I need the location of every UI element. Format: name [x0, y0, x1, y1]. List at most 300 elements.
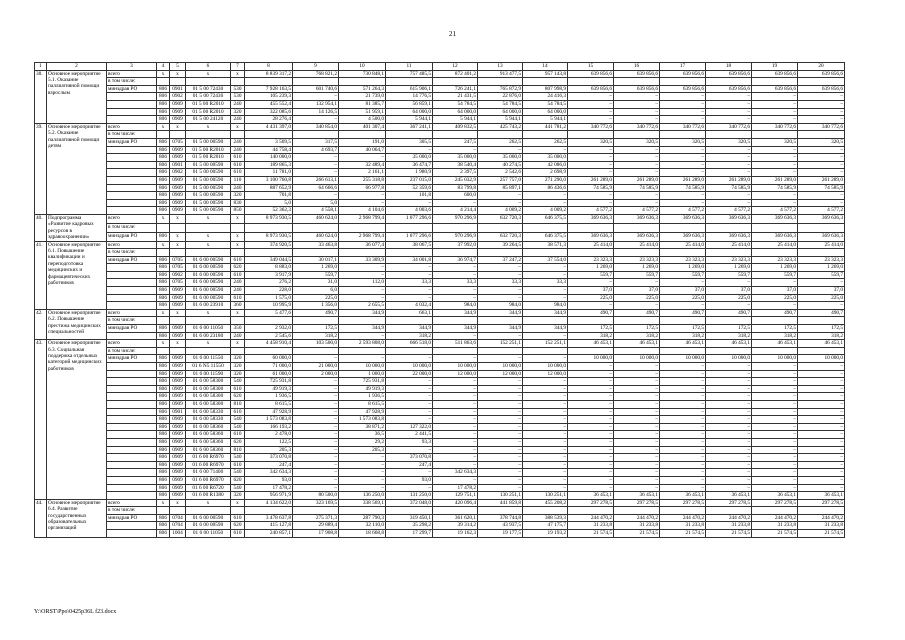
amount-cell: 261 289,0	[798, 176, 845, 184]
amount-cell	[660, 317, 706, 325]
amount-cell: –	[798, 302, 845, 310]
amount-cell: 4 009,2	[523, 207, 568, 215]
table-row	[35, 214, 845, 223]
amount-cell: 10 000,0	[478, 363, 523, 371]
amount-cell: 639 856,6	[568, 85, 614, 93]
target-article-cell: 01 6 00 58360	[186, 438, 231, 446]
amount-cell: –	[568, 461, 614, 469]
target-article-cell: 01 5 00 R2010	[186, 146, 231, 154]
target-article-cell: 01 6 00 11050	[186, 325, 231, 333]
amount-cell	[660, 131, 706, 139]
target-article-cell: 01 6 00 00590	[186, 514, 231, 522]
amount-cell: 4 500,0	[339, 116, 386, 124]
amount-cell: 54 784,5	[478, 100, 523, 108]
amount-cell: 455 552,4	[245, 100, 293, 108]
amount-cell: 4 693,7	[293, 146, 339, 154]
grbs-code-cell: 806	[157, 385, 170, 393]
amount-cell: 4 577,2	[660, 207, 706, 215]
target-article-cell: 01 5 00 72430	[186, 93, 231, 101]
amount-cell: –	[293, 385, 339, 393]
amount-cell	[339, 347, 386, 355]
executor-cell	[107, 423, 157, 431]
grbs-code-cell: 806	[157, 207, 170, 215]
amount-cell	[386, 317, 433, 325]
amount-cell: –	[568, 279, 614, 287]
amount-cell	[798, 347, 845, 355]
column-number: 17	[660, 63, 706, 71]
amount-cell: 166 193,2	[245, 423, 293, 431]
amount-cell	[660, 347, 706, 355]
amount-cell: 205,3	[339, 446, 386, 454]
executor-cell: всего	[107, 70, 157, 78]
grbs-code-cell: 806	[157, 522, 170, 530]
amount-cell: 511 863,6	[433, 340, 478, 348]
section-code-cell	[170, 347, 186, 355]
amount-cell: 887 652,9	[245, 184, 293, 192]
table-row	[35, 309, 845, 317]
executor-cell: всего	[107, 241, 157, 249]
amount-cell: 47 928,9	[339, 408, 386, 416]
amount-cell: –	[798, 370, 845, 378]
amount-cell: 441 859,8	[478, 499, 523, 507]
amount-cell: 225,0	[752, 294, 798, 302]
amount-cell: 559,7	[614, 271, 660, 279]
amount-cell: 639 856,6	[798, 85, 845, 93]
amount-cell: –	[614, 154, 660, 162]
amount-cell: 490,7	[293, 309, 339, 317]
amount-cell: 730 848,1	[339, 70, 386, 78]
amount-cell: 130 251,1	[478, 492, 523, 500]
amount-cell: –	[752, 279, 798, 287]
expense-type-cell	[231, 223, 245, 232]
amount-cell: –	[478, 332, 523, 340]
expense-type-cell: 240	[231, 279, 245, 287]
amount-cell	[523, 317, 568, 325]
table-row	[35, 431, 845, 439]
amount-cell: –	[798, 169, 845, 177]
table-row	[35, 70, 845, 78]
amount-cell: 323 169,5	[293, 499, 339, 507]
amount-cell: –	[660, 93, 706, 101]
amount-cell: –	[614, 199, 660, 207]
amount-cell: 21 574,5	[614, 530, 660, 538]
amount-cell: –	[614, 370, 660, 378]
amount-cell: 639 856,6	[614, 85, 660, 93]
amount-cell	[614, 347, 660, 355]
executor-cell	[107, 108, 157, 116]
amount-cell: –	[293, 93, 339, 101]
amount-cell: –	[568, 454, 614, 462]
target-article-cell: 01 5 00 00590	[186, 138, 231, 146]
amount-cell: 4 032,4	[386, 302, 433, 310]
expense-type-cell: 610	[231, 530, 245, 538]
amount-cell: 872 401,2	[433, 70, 478, 78]
amount-cell: 32 489,4	[339, 161, 386, 169]
expense-type-cell: 620	[231, 393, 245, 401]
amount-cell: 54 784,5	[523, 100, 568, 108]
amount-cell: –	[568, 400, 614, 408]
amount-cell: 14 776,5	[386, 93, 433, 101]
amount-cell: 2 655,5	[339, 302, 386, 310]
executor-cell	[107, 461, 157, 469]
amount-cell: –	[523, 431, 568, 439]
amount-cell: –	[386, 271, 433, 279]
amount-cell: 344,9	[339, 309, 386, 317]
section-code-cell	[170, 223, 186, 232]
expense-type-cell: x	[231, 214, 245, 223]
amount-cell: –	[293, 378, 339, 386]
column-number: 7	[231, 63, 245, 71]
amount-cell: –	[523, 446, 568, 454]
amount-cell: 369 636,3	[752, 232, 798, 241]
amount-cell: –	[339, 332, 386, 340]
amount-cell	[523, 249, 568, 257]
amount-cell	[798, 78, 845, 86]
amount-cell: 17 908,8	[293, 530, 339, 538]
amount-cell: –	[798, 476, 845, 484]
amount-cell: –	[386, 446, 433, 454]
section-code-cell	[170, 507, 186, 515]
column-number: 1	[35, 63, 47, 71]
amount-cell: –	[752, 363, 798, 371]
amount-cell	[706, 317, 752, 325]
amount-cell	[568, 78, 614, 86]
table-row	[35, 169, 845, 177]
amount-cell: 559,7	[798, 271, 845, 279]
amount-cell: 318,2	[386, 332, 433, 340]
amount-cell: 340 772,6	[568, 123, 614, 131]
amount-cell: –	[386, 287, 433, 295]
section-code-cell: 0909	[170, 116, 186, 124]
section-code-cell: 0909	[170, 294, 186, 302]
amount-cell	[568, 507, 614, 515]
amount-cell: 956 971,9	[245, 492, 293, 500]
amount-cell: –	[614, 116, 660, 124]
amount-cell: –	[660, 378, 706, 386]
grbs-code-cell: 806	[157, 279, 170, 287]
amount-cell: 460 624,0	[293, 232, 339, 241]
expense-type-cell: x	[231, 499, 245, 507]
amount-cell: –	[433, 332, 478, 340]
grbs-code-cell: 806	[157, 378, 170, 386]
target-article-cell: 01 6 00 R6970	[186, 476, 231, 484]
column-number: 12	[433, 63, 478, 71]
amount-cell: 318,2	[614, 332, 660, 340]
amount-cell: 244 470,2	[798, 514, 845, 522]
grbs-code-cell: 806	[157, 138, 170, 146]
amount-cell: –	[660, 461, 706, 469]
amount-cell: 4 134 622,0	[245, 499, 293, 507]
amount-cell: 340 854,0	[293, 123, 339, 131]
amount-cell: 559,7	[706, 271, 752, 279]
expense-type-cell: 320	[231, 108, 245, 116]
amount-cell: –	[293, 461, 339, 469]
amount-cell: –	[433, 385, 478, 393]
amount-cell: –	[614, 431, 660, 439]
table-row	[35, 476, 845, 484]
expense-type-cell: 240	[231, 100, 245, 108]
amount-cell: –	[706, 385, 752, 393]
target-article-cell	[186, 223, 231, 232]
section-code-cell: x	[170, 232, 186, 241]
amount-cell: –	[706, 461, 752, 469]
executor-cell: минздрав РО	[107, 85, 157, 93]
amount-cell: –	[523, 378, 568, 386]
row-number: 38.	[35, 70, 47, 123]
amount-cell: 21 431,5	[433, 93, 478, 101]
amount-cell	[245, 317, 293, 325]
grbs-code-cell: 806	[157, 184, 170, 192]
amount-cell: 132 954,1	[293, 100, 339, 108]
section-code-cell: 0901	[170, 408, 186, 416]
amount-cell: 8 973 930,5	[245, 232, 293, 241]
amount-cell: 297 278,5	[798, 499, 845, 507]
amount-cell: 913 477,5	[478, 70, 523, 78]
executor-cell: в том числе:	[107, 78, 157, 86]
footer-path: Y:\ORST\Ppo\0425p36L f23.docx	[34, 609, 117, 615]
executor-cell	[107, 530, 157, 538]
amount-cell: 3 100 760,8	[245, 176, 293, 184]
amount-cell: 490,7	[660, 309, 706, 317]
amount-cell: –	[568, 476, 614, 484]
amount-cell: –	[523, 264, 568, 272]
amount-cell	[798, 507, 845, 515]
grbs-code-cell: x	[157, 340, 170, 348]
amount-cell: 46 453,1	[706, 340, 752, 348]
amount-cell: 1 936,5	[339, 393, 386, 401]
target-article-cell	[186, 507, 231, 515]
amount-cell: 344,9	[433, 309, 478, 317]
amount-cell: –	[706, 146, 752, 154]
amount-cell: –	[798, 161, 845, 169]
amount-cell: 320,5	[798, 138, 845, 146]
amount-cell: –	[523, 393, 568, 401]
executor-cell	[107, 184, 157, 192]
amount-cell: –	[798, 484, 845, 492]
amount-cell: 3 478 637,8	[245, 514, 293, 522]
amount-cell: –	[706, 431, 752, 439]
amount-cell	[478, 223, 523, 232]
amount-cell: –	[433, 378, 478, 386]
table-row	[35, 469, 845, 477]
amount-cell	[293, 131, 339, 139]
executor-cell: минздрав РО	[107, 514, 157, 522]
amount-cell: 455 208,2	[523, 499, 568, 507]
amount-cell: 47 928,9	[245, 408, 293, 416]
page-number: 21	[449, 30, 456, 38]
grbs-code-cell: 806	[157, 431, 170, 439]
amount-cell: 225,0	[293, 294, 339, 302]
amount-cell: –	[523, 332, 568, 340]
amount-cell: 46 453,1	[660, 340, 706, 348]
amount-cell: 318,2	[568, 332, 614, 340]
expense-type-cell: x	[231, 232, 245, 241]
amount-cell	[568, 223, 614, 232]
amount-cell	[245, 347, 293, 355]
amount-cell: –	[568, 100, 614, 108]
amount-cell: 601 740,6	[293, 85, 339, 93]
section-code-cell: x	[170, 123, 186, 131]
amount-cell: 21 739,0	[339, 93, 386, 101]
grbs-code-cell: 806	[157, 400, 170, 408]
amount-cell: –	[339, 271, 386, 279]
amount-cell: 14 126,5	[293, 108, 339, 116]
amount-cell	[478, 347, 523, 355]
amount-cell: 6,0	[293, 287, 339, 295]
amount-cell: –	[660, 446, 706, 454]
amount-cell: –	[293, 454, 339, 462]
target-article-cell: 01 6 00 00590	[186, 256, 231, 264]
amount-cell: –	[706, 446, 752, 454]
amount-cell: –	[293, 400, 339, 408]
amount-cell: –	[614, 446, 660, 454]
program-name: Основное мероприятие 5.2. Оказание паллиативной помощи детям	[47, 123, 107, 214]
amount-cell: 757 485,5	[386, 70, 433, 78]
amount-cell: 639 856,6	[752, 85, 798, 93]
amount-cell: –	[433, 408, 478, 416]
grbs-code-cell: 806	[157, 93, 170, 101]
amount-cell: 490,7	[614, 309, 660, 317]
amount-cell: –	[752, 100, 798, 108]
amount-cell: 2 478,0	[245, 431, 293, 439]
section-code-cell: 0909	[170, 393, 186, 401]
amount-cell: –	[752, 438, 798, 446]
table-row	[35, 78, 845, 86]
amount-cell: 122,5	[245, 438, 293, 446]
amount-cell: –	[568, 438, 614, 446]
expense-type-cell: 320	[231, 363, 245, 371]
amount-cell: –	[706, 408, 752, 416]
amount-cell	[752, 249, 798, 257]
grbs-code-cell: x	[157, 214, 170, 223]
amount-cell: –	[614, 378, 660, 386]
amount-cell: 10 000,0	[614, 355, 660, 363]
amount-cell: –	[523, 416, 568, 424]
amount-cell: 29,2	[339, 438, 386, 446]
amount-cell: 172,5	[798, 325, 845, 333]
amount-cell: –	[433, 454, 478, 462]
section-code-cell: 0909	[170, 184, 186, 192]
amount-cell: 60 000,0	[245, 355, 293, 363]
amount-cell: 1 269,0	[614, 264, 660, 272]
amount-cell: –	[752, 146, 798, 154]
amount-cell: –	[568, 192, 614, 200]
executor-cell	[107, 161, 157, 169]
table-row	[35, 423, 845, 431]
expense-type-cell: 540	[231, 484, 245, 492]
table-row	[35, 363, 845, 371]
amount-cell	[660, 249, 706, 257]
amount-cell: –	[752, 370, 798, 378]
amount-cell: –	[614, 476, 660, 484]
amount-cell: –	[614, 385, 660, 393]
amount-cell: –	[433, 287, 478, 295]
amount-cell: 35 298,2	[386, 522, 433, 530]
amount-cell: 140 000,0	[245, 154, 293, 162]
grbs-code-cell: 806	[157, 232, 170, 241]
section-code-cell	[170, 317, 186, 325]
grbs-code-cell: 806	[157, 192, 170, 200]
amount-cell: 131 250,0	[386, 492, 433, 500]
amount-cell: 31 233,8	[568, 522, 614, 530]
amount-cell: –	[798, 199, 845, 207]
amount-cell: 984,0	[478, 302, 523, 310]
amount-cell: 318,2	[798, 332, 845, 340]
amount-cell: –	[706, 161, 752, 169]
amount-cell	[433, 131, 478, 139]
amount-cell: 31 233,8	[706, 522, 752, 530]
section-code-cell: 0909	[170, 146, 186, 154]
amount-cell: –	[339, 355, 386, 363]
amount-cell: 4 104,6	[339, 207, 386, 215]
amount-cell: 639 856,6	[568, 70, 614, 78]
amount-cell	[478, 249, 523, 257]
amount-cell: 52 359,6	[386, 184, 433, 192]
amount-cell: –	[478, 431, 523, 439]
amount-cell: 64 666,6	[293, 184, 339, 192]
amount-cell: 615 906,1	[386, 85, 433, 93]
amount-cell: –	[568, 484, 614, 492]
amount-cell: 31,0	[293, 279, 339, 287]
target-article-cell: 01 5 00 00590	[186, 199, 231, 207]
amount-cell: 984,0	[523, 302, 568, 310]
amount-cell: –	[660, 192, 706, 200]
amount-cell: –	[614, 192, 660, 200]
amount-cell: –	[752, 169, 798, 177]
amount-cell: –	[798, 461, 845, 469]
amount-cell: 344,9	[523, 309, 568, 317]
amount-cell: –	[386, 199, 433, 207]
amount-cell: 305,5	[386, 138, 433, 146]
column-number: 20	[798, 63, 845, 71]
amount-cell: 31 233,8	[614, 522, 660, 530]
amount-cell	[752, 131, 798, 139]
amount-cell: 83 799,8	[433, 184, 478, 192]
executor-cell: всего	[107, 123, 157, 131]
amount-cell: –	[293, 116, 339, 124]
column-number: 8	[245, 63, 293, 71]
amount-cell: 25 414,0	[660, 241, 706, 249]
amount-cell: –	[433, 355, 478, 363]
amount-cell: 37 554,0	[523, 256, 568, 264]
amount-cell: 74 585,9	[706, 184, 752, 192]
amount-cell: –	[614, 161, 660, 169]
amount-cell	[614, 317, 660, 325]
amount-cell: –	[660, 108, 706, 116]
amount-cell: 37,0	[660, 287, 706, 295]
amount-cell: 460 624,0	[293, 214, 339, 223]
section-code-cell: 0909	[170, 355, 186, 363]
amount-cell: –	[433, 400, 478, 408]
amount-cell: 21 574,5	[568, 530, 614, 538]
amount-cell: 372 048,0	[386, 499, 433, 507]
amount-cell: 2 968 799,4	[339, 214, 386, 223]
row-number: 43.	[35, 340, 47, 499]
table-row	[35, 154, 845, 162]
amount-cell: 38 571,3	[523, 241, 568, 249]
amount-cell: 559,7	[293, 271, 339, 279]
amount-cell: 4 214,4	[433, 207, 478, 215]
amount-cell	[523, 347, 568, 355]
amount-cell: 36 453,1	[706, 492, 752, 500]
expense-type-cell: 320	[231, 355, 245, 363]
expense-type-cell: 610	[231, 385, 245, 393]
section-code-cell: 0704	[170, 522, 186, 530]
amount-cell: –	[339, 476, 386, 484]
amount-cell: 1 936,5	[245, 393, 293, 401]
amount-cell: –	[660, 302, 706, 310]
amount-cell	[752, 78, 798, 86]
